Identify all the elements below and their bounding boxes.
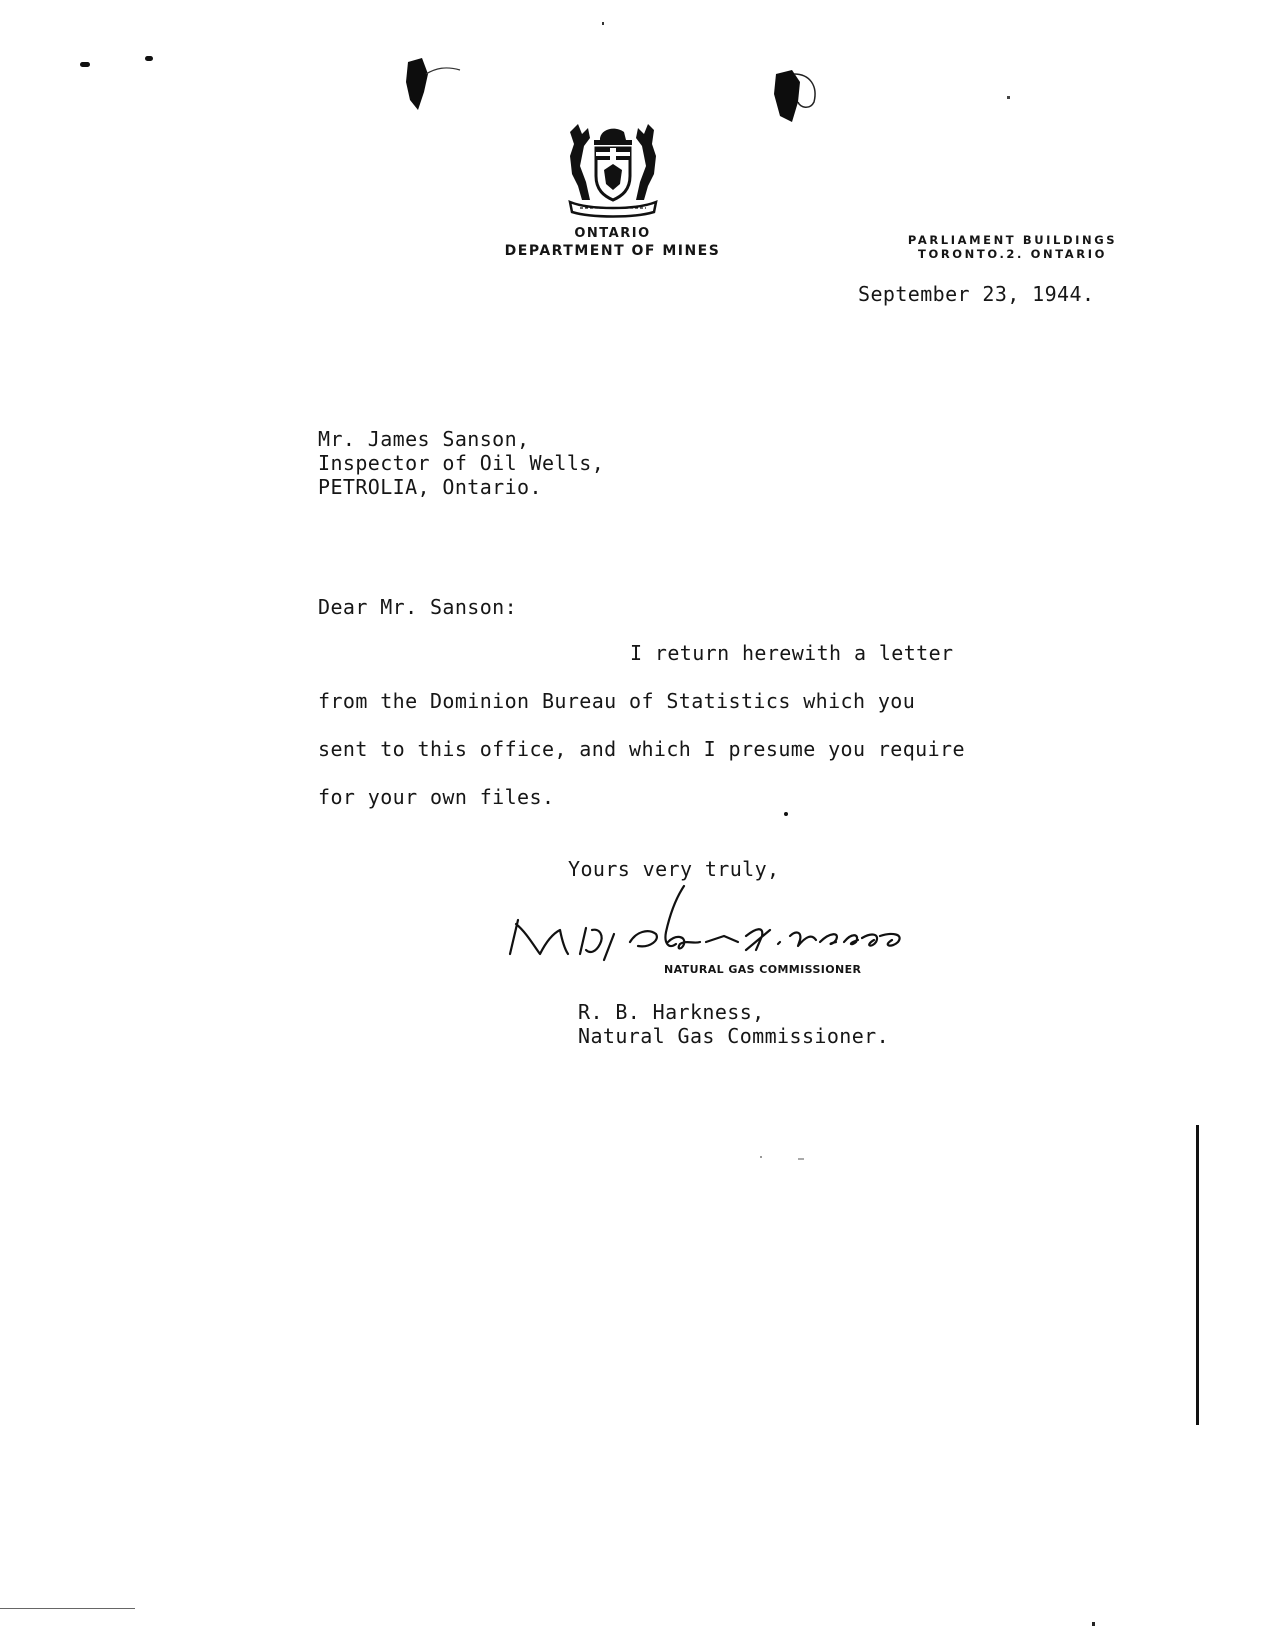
scan-speck — [145, 56, 153, 61]
scan-bottom-line — [0, 1608, 135, 1609]
letterhead-address-line2: TORONTO.2. ONTARIO — [918, 247, 1107, 261]
body-line: for your own files. — [318, 785, 555, 809]
salutation: Dear Mr. Sanson: — [318, 595, 518, 619]
signature-stamp: NATURAL GAS COMMISSIONER — [664, 963, 862, 976]
letterhead-address-line1: PARLIAMENT BUILDINGS — [907, 233, 1118, 247]
punch-hole-right-mark — [770, 66, 830, 126]
scan-speck — [760, 1156, 762, 1158]
letterhead-ontario: ONTARIO — [574, 226, 651, 241]
punch-hole-left-mark — [400, 52, 470, 122]
body-line: I return herewith a letter — [630, 641, 954, 665]
letterhead-department: DEPARTMENT OF MINES — [504, 243, 721, 259]
ontario-coat-of-arms-icon — [560, 120, 665, 220]
recipient-location: PETROLIA, Ontario. — [318, 475, 542, 499]
scan-speck — [602, 22, 604, 25]
body-line: sent to this office, and which I presume you require — [318, 737, 965, 761]
recipient-title: Inspector of Oil Wells, — [318, 451, 605, 475]
scan-speck — [1007, 96, 1010, 99]
body-line: from the Dominion Bureau of Statistics which you — [318, 689, 916, 713]
scan-speck — [1092, 1622, 1095, 1626]
scan-speck — [784, 812, 788, 816]
scan-speck — [80, 62, 90, 67]
letter-date: September 23, 1944. — [858, 282, 1095, 306]
signer-name: R. B. Harkness, — [578, 1000, 765, 1024]
scan-edge-line — [1196, 1125, 1199, 1425]
closing: Yours very truly, — [568, 857, 780, 881]
handwritten-signature — [500, 880, 920, 970]
signer-title: Natural Gas Commissioner. — [578, 1024, 890, 1048]
scan-speck — [798, 1158, 804, 1160]
recipient-name: Mr. James Sanson, — [318, 427, 530, 451]
